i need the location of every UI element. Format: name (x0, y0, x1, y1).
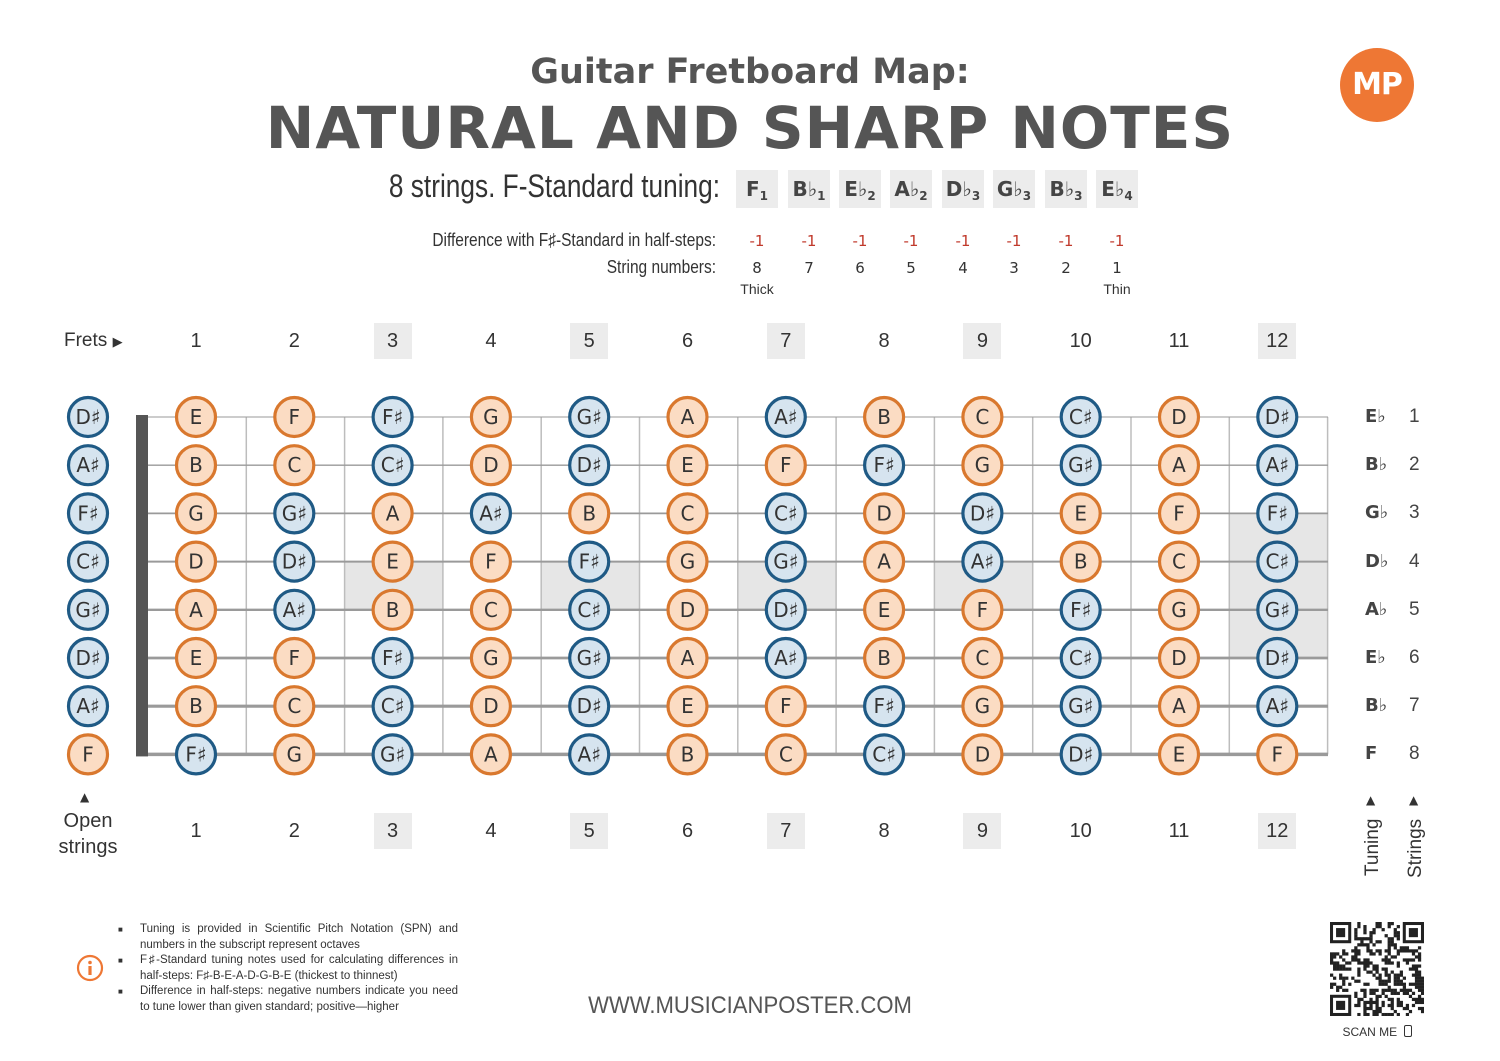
poster-subtitle: Guitar Fretboard Map: (530, 52, 970, 92)
difference-label: Difference with F♯-Standard in half-steps: (432, 230, 716, 250)
tuning-note-name: B♭ (792, 177, 818, 201)
fret-number: 11 (1168, 820, 1190, 842)
thick-label: Thick (740, 281, 774, 297)
note-label: E (1074, 501, 1088, 526)
qr-code[interactable] (1330, 922, 1424, 1016)
note-label: D (483, 694, 499, 719)
tuning-note-name: E♭ (844, 177, 868, 201)
website-link[interactable]: WWW.MUSICIANPOSTER.COM (588, 992, 912, 1019)
fret-number: 12 (1258, 813, 1296, 849)
fret-number: 4 (485, 820, 497, 842)
arrow-up-icon: ▲ (1366, 793, 1376, 807)
note-label: C♯ (76, 549, 100, 574)
string-number-value: 1 (1112, 259, 1122, 277)
note-label: C (975, 646, 990, 670)
note-label: D (679, 597, 696, 622)
tuning-note-octave: 4 (1124, 189, 1133, 203)
note-label: D (1171, 646, 1187, 670)
fret-number: 3 (374, 813, 412, 849)
note-label: F♯ (382, 405, 404, 429)
note-label: F♯ (873, 453, 895, 478)
note-label: C♯ (872, 742, 896, 767)
note-label: C♯ (380, 453, 405, 478)
note-label: A♯ (577, 742, 601, 767)
right-string-number: 7 (1409, 695, 1420, 717)
note-label: E (877, 597, 891, 622)
fret-number: 5 (570, 813, 608, 849)
note-label: D♯ (1264, 405, 1290, 429)
note-label: A♯ (479, 501, 503, 526)
frets-label-text: Frets (64, 330, 108, 351)
scan-me-label (1330, 1025, 1424, 1039)
note-label: E (681, 694, 694, 719)
note-label: A (1172, 694, 1186, 719)
difference-value: -1 (1109, 232, 1125, 250)
fret-number: 1 (190, 820, 202, 842)
note-label: C♯ (1068, 646, 1093, 670)
tuning-note-name: E♭ (1101, 177, 1125, 201)
tuning-note-octave: 1 (759, 189, 769, 203)
note-label: A♯ (76, 694, 100, 719)
note-label: F (288, 646, 301, 670)
fret-number: 8 (878, 330, 890, 352)
fret-number: 2 (288, 330, 300, 352)
note-label: F (288, 405, 301, 429)
difference-value: -1 (1006, 232, 1022, 250)
note-label: F♯ (382, 646, 404, 670)
note-label: B (582, 501, 597, 526)
tuning-note-octave: 3 (971, 189, 981, 203)
right-string-number: 3 (1409, 502, 1420, 524)
fret-number: 7 (767, 323, 805, 359)
note-label: B (189, 694, 203, 719)
right-string-number: 6 (1409, 647, 1420, 668)
right-string-number: 5 (1409, 598, 1420, 620)
note-label: A (1172, 453, 1186, 478)
tuning-note-name: A♭ (894, 177, 920, 201)
fret-inlay-double (1229, 513, 1328, 658)
note-label: A (385, 501, 400, 526)
fret-number: 7 (767, 813, 805, 849)
tuning-note-octave: 3 (1074, 189, 1083, 203)
fret-number: 12 (1258, 323, 1296, 359)
note-label: F (780, 694, 792, 719)
note-label: B (877, 405, 891, 429)
tuning-note-name: G♭ (996, 177, 1023, 201)
note-label: D (876, 501, 892, 526)
note-label: C (287, 453, 302, 478)
note-label: F (780, 453, 792, 478)
footnote-item: ■ Tuning is provided in Scientific Pitch Notation (SPN) and numbers in the subscript represent octaves (118, 922, 458, 953)
note-label: G (483, 405, 499, 429)
fret-number: 5 (570, 323, 608, 359)
note-label: A♯ (76, 453, 100, 478)
note-label: C (680, 501, 695, 526)
fret-number: 10 (1069, 820, 1092, 842)
note-label: D (483, 453, 499, 478)
logo-text: MP (1352, 67, 1402, 102)
right-tuning-note: E♭ (1365, 647, 1386, 668)
string-number-value: 7 (804, 259, 814, 277)
note-label: F♯ (578, 549, 600, 574)
tuning-note-octave: 2 (867, 189, 876, 203)
note-label: B (189, 453, 203, 478)
note-label: F (82, 742, 94, 767)
note-label: A (877, 549, 891, 574)
phone-icon (1404, 1025, 1412, 1037)
poster-title: NATURAL AND SHARP NOTES (265, 94, 1235, 162)
right-tuning-note: A♭ (1365, 598, 1388, 620)
tuning-note-name: B♭ (1049, 177, 1075, 201)
note-label: G♯ (281, 501, 307, 526)
note-label: A♯ (970, 549, 995, 574)
note-label: G (188, 501, 204, 526)
thin-label: Thin (1103, 281, 1131, 297)
note-label: D♯ (773, 597, 799, 622)
fret-number: 9 (963, 323, 1001, 359)
note-label: G♯ (1264, 597, 1290, 622)
right-tuning-note: D♭ (1365, 550, 1389, 572)
note-label: G♯ (576, 646, 602, 670)
note-label: D♯ (1068, 742, 1094, 767)
tuning-note-octave: 1 (817, 189, 826, 203)
note-label: D♯ (75, 405, 101, 429)
note-label: A♯ (774, 646, 798, 670)
open-strings-label: Open strings (58, 810, 118, 858)
note-label: G♯ (380, 742, 406, 767)
note-label: D♯ (1264, 646, 1290, 670)
note-label: F♯ (1070, 597, 1092, 622)
right-string-number: 1 (1409, 406, 1420, 427)
note-label: A♯ (1265, 694, 1289, 719)
tuning-note-name: F (745, 177, 760, 201)
note-label: B (385, 597, 400, 622)
note-label: E (1172, 742, 1186, 767)
info-icon (76, 954, 104, 982)
arrow-right-icon: ▶ (112, 334, 123, 349)
note-label: D♯ (576, 694, 602, 719)
note-label: G (483, 646, 499, 670)
note-label: B (680, 742, 695, 767)
note-label: G (974, 453, 991, 478)
note-label: B (1073, 549, 1088, 574)
right-tuning-note: F (1365, 743, 1378, 765)
note-label: A♯ (774, 405, 798, 429)
note-label: E (681, 453, 694, 478)
string-number-value: 4 (958, 259, 968, 277)
note-label: C♯ (1068, 405, 1093, 429)
note-label: F (976, 597, 989, 622)
string-number-value: 8 (752, 259, 762, 277)
note-label: E (386, 549, 399, 574)
footnote-item: ■ Difference in half-steps: negative numbers indicate you need to tune lower than given standard; positive—higher (118, 984, 458, 1015)
note-label: C (778, 742, 793, 767)
note-label: E (189, 646, 203, 670)
note-label: D♯ (969, 501, 995, 526)
footnote-item: ■ F♯-Standard tuning notes used for calculating differences in half-steps: F♯-B-E-A-D-G-B-E (thickest to thinnest) (118, 953, 458, 984)
fret-number: 8 (878, 820, 890, 842)
fret-number: 11 (1168, 330, 1190, 352)
note-label: D (1171, 405, 1187, 429)
right-tuning-note: G♭ (1365, 502, 1389, 524)
note-label: C♯ (773, 501, 798, 526)
note-label: G♯ (773, 549, 799, 574)
note-label: G♯ (1068, 453, 1094, 478)
note-label: C (1172, 549, 1186, 574)
note-label: A (189, 597, 203, 622)
note-label: A♯ (1265, 453, 1289, 478)
note-label: G (286, 742, 303, 767)
note-label: D (188, 549, 204, 574)
difference-value: -1 (903, 232, 919, 250)
note-label: B (877, 646, 891, 670)
string-number-value: 3 (1009, 259, 1019, 277)
difference-value: -1 (801, 232, 817, 250)
fret-number: 1 (190, 330, 202, 352)
right-string-number: 8 (1409, 743, 1420, 765)
note-label: F (1271, 742, 1284, 767)
difference-value: -1 (1058, 232, 1074, 250)
nut (136, 415, 148, 756)
note-label: A (680, 405, 695, 429)
note-label: D (974, 742, 991, 767)
note-label: D♯ (576, 453, 602, 478)
note-label: G♯ (576, 405, 602, 429)
note-label: F♯ (1266, 501, 1288, 526)
tuning-note-octave: 3 (1022, 189, 1032, 203)
note-label: G (974, 694, 991, 719)
fret-number: 4 (485, 330, 497, 352)
fret-number: 3 (374, 323, 412, 359)
difference-value: -1 (749, 232, 765, 250)
difference-value: -1 (955, 232, 971, 250)
note-label: D♯ (281, 549, 307, 574)
note-label: F (1173, 501, 1185, 526)
fret-number: 9 (963, 813, 1001, 849)
note-label: E (189, 405, 203, 429)
note-label: A (484, 742, 498, 767)
note-label: F♯ (77, 501, 99, 526)
note-label: F♯ (185, 742, 207, 767)
tuning-vertical-label: Tuning (1362, 818, 1383, 876)
fret-number: 6 (681, 330, 694, 352)
note-label: A♯ (282, 597, 306, 622)
note-label: G♯ (75, 597, 101, 622)
right-tuning-note: B♭ (1365, 454, 1388, 476)
note-label: G (679, 549, 696, 574)
fret-number: 2 (288, 820, 300, 842)
right-string-number: 2 (1409, 454, 1420, 476)
note-label: G (1171, 597, 1187, 622)
note-label: D♯ (75, 646, 101, 670)
string-number-value: 6 (855, 259, 865, 277)
difference-value: -1 (852, 232, 868, 250)
arrow-up-icon: ▲ (1409, 793, 1419, 807)
note-label: F♯ (873, 694, 895, 719)
note-label: C♯ (380, 694, 405, 719)
note-label: C (483, 597, 498, 622)
right-tuning-note: B♭ (1365, 695, 1388, 717)
right-string-number: 4 (1409, 550, 1420, 572)
note-label: C (975, 405, 990, 429)
string-numbers-label: String numbers: (606, 257, 716, 277)
strings-vertical-label: Strings (1405, 818, 1426, 878)
note-label: G♯ (1068, 694, 1094, 719)
note-label: C (287, 694, 302, 719)
string-number-value: 5 (906, 259, 916, 277)
fret-number: 10 (1069, 330, 1092, 352)
string-number-value: 2 (1061, 259, 1071, 277)
tuning-note-octave: 2 (919, 189, 928, 203)
scan-me-text: SCAN ME (1342, 1025, 1398, 1039)
right-tuning-note: E♭ (1365, 406, 1386, 427)
tuning-label: 8 strings. F-Standard tuning: (388, 168, 720, 204)
note-label: A (680, 646, 695, 670)
note-label: C♯ (1265, 549, 1290, 574)
note-label: F (485, 549, 497, 574)
fret-number: 6 (681, 820, 694, 842)
note-label: C♯ (577, 597, 602, 622)
tuning-note-name: D♭ (945, 177, 972, 201)
arrow-up-icon: ▲ (80, 790, 90, 804)
